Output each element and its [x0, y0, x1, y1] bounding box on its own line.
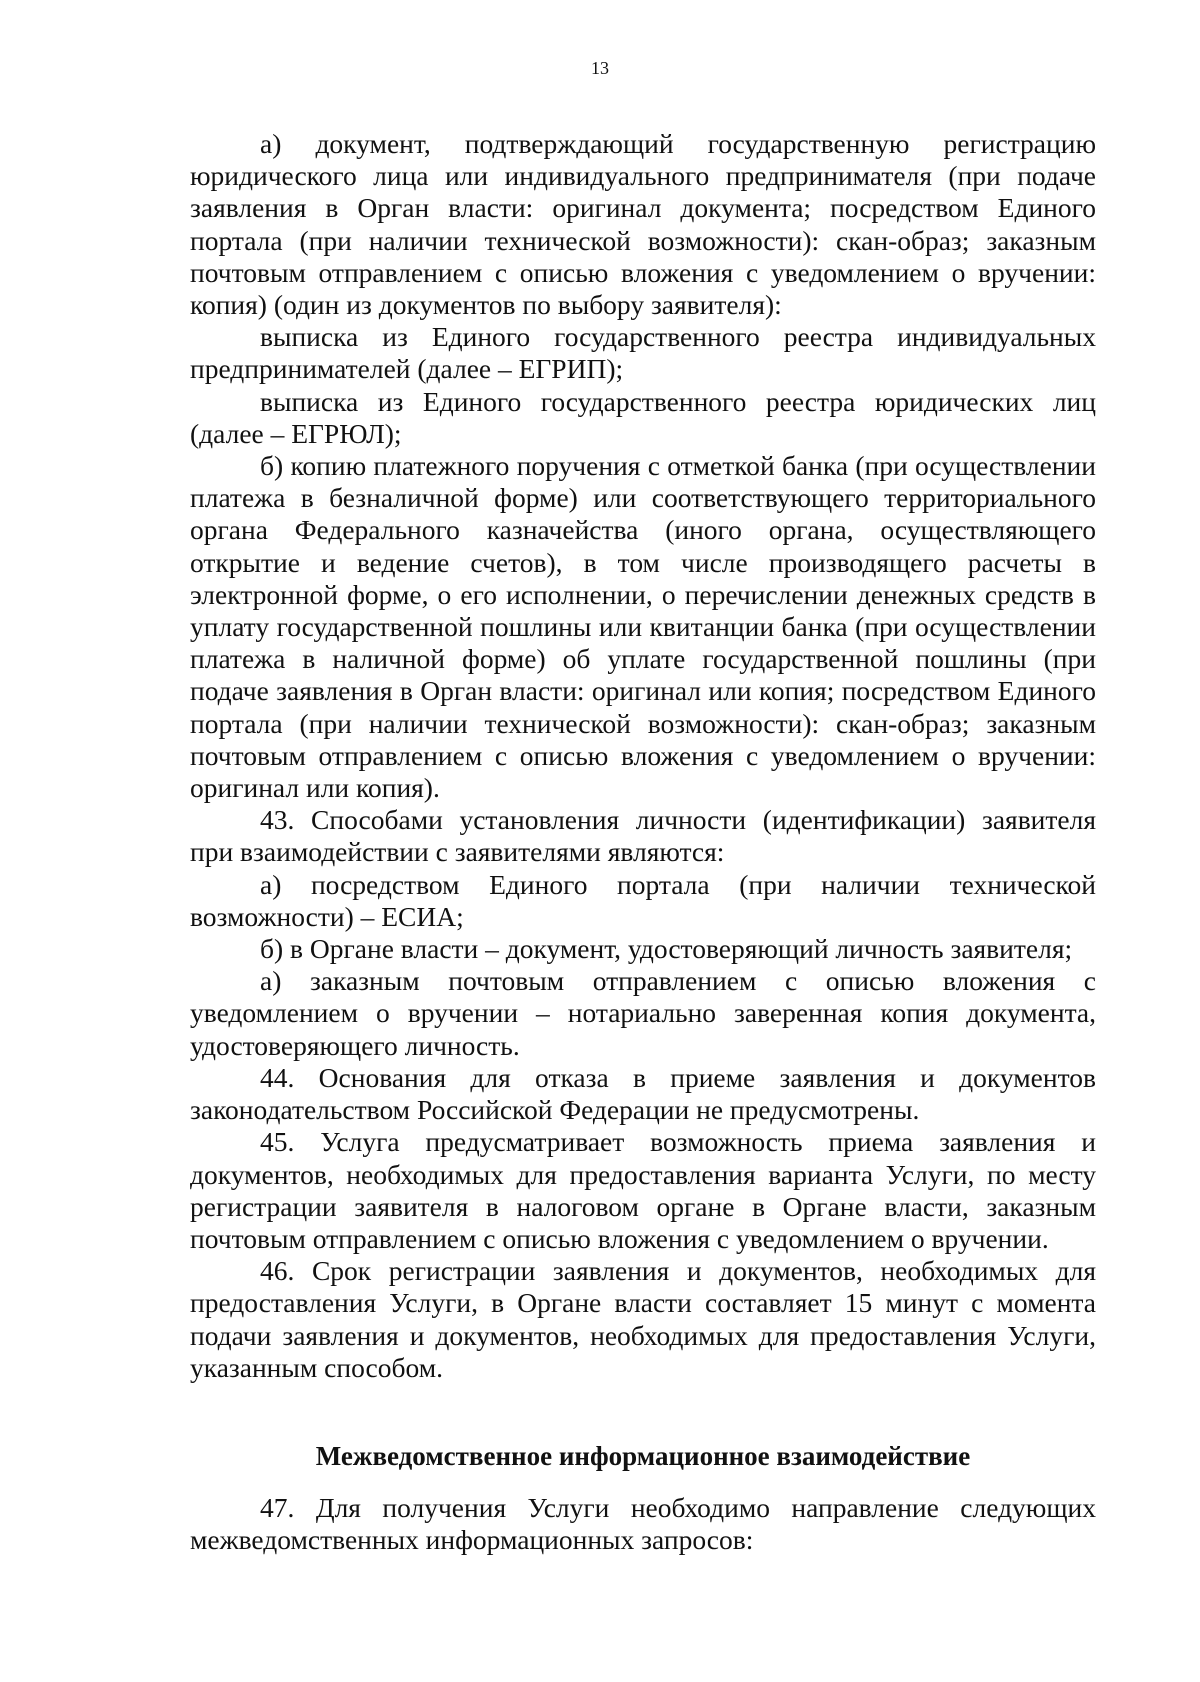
- spacer: [190, 1472, 1096, 1492]
- paragraph-46-registration-term: 46. Срок регистрации заявления и документов, необходимых для предоставления Услуги, в Органе власти составляет 15 минут с момента подачи заявления и документов, необходимых для предоставления Услуги, указанным способом.: [190, 1255, 1096, 1383]
- document-body: [190, 128, 1096, 1556]
- paragraph-47-interagency-requests: 47. Для получения Услуги необходимо направление следующих межведомственных информационных запросов:: [190, 1491, 1096, 1556]
- spacer: [190, 1384, 1096, 1440]
- paragraph-43-b-authority: б) в Органе власти – документ, удостоверяющий личность заявителя;: [260, 933, 1073, 965]
- paragraph-a-registration-document: а) документ, подтверждающий государственную регистрацию юридического лица или индивидуального предпринимателя (при подаче заявления в Орган власти: оригинал документа; посредством Единого портала (при наличии технической возможности): скан-образ; заказным почтовым отправлением с описью вложения с уведомлением о вручении: копия) (один из документов по выбору заявителя):: [190, 128, 1096, 321]
- paragraph-b-payment-order: б) копию платежного поручения с отметкой банка (при осуществлении платежа в безналичной форме) или соответствующего территориального органа Федерального казначейства (иного органа, осуществляющего открытие и ведение счетов), в том числе производящего расчеты в электронной форме, о его исполнении, о перечислении денежных средств в уплату государственной пошлины или квитанции банка (при осуществлении платежа в наличной форме) об уплате государственной пошлины (при подаче заявления в Орган власти: оригинал или копия; посредством Единого портала (при наличии технической возможности): скан-образ; заказным почтовым отправлением с описью вложения с уведомлением о вручении: оригинал или копия).: [190, 450, 1096, 804]
- section-heading: Межведомственное информационное взаимодействие: [315, 1440, 971, 1471]
- paragraph-egrul-extract: выписка из Единого государственного реестра юридических лиц (далее – ЕГРЮЛ);: [190, 385, 1096, 449]
- paragraph-43-a-portal: а) посредством Единого портала (при наличии технической возможности) – ЕСИА;: [190, 868, 1096, 932]
- page-number: 13: [591, 58, 609, 78]
- paragraph-egrip-extract: выписка из Единого государственного реестра индивидуальных предпринимателей (далее – ЕГРИП);: [190, 321, 1096, 385]
- paragraph-43-a-mail: а) заказным почтовым отправлением с описью вложения с уведомлением о вручении – нотариально заверенная копия документа, удостоверяющего личность.: [190, 965, 1096, 1061]
- paragraph-44-refusal-grounds: 44. Основания для отказа в приеме заявления и документов законодательством Российской Федерации не предусмотрены.: [190, 1061, 1096, 1126]
- paragraph-43-identification: 43. Способами установления личности (идентификации) заявителя при взаимодействии с заявителями являются:: [190, 804, 1096, 868]
- paragraph-45-acceptance: 45. Услуга предусматривает возможность приема заявления и документов, необходимых для предоставления варианта Услуги, по месту регистрации заявителя в налоговом органе в Органе власти, заказным почтовым отправлением с описью вложения с уведомлением о вручении.: [190, 1126, 1096, 1254]
